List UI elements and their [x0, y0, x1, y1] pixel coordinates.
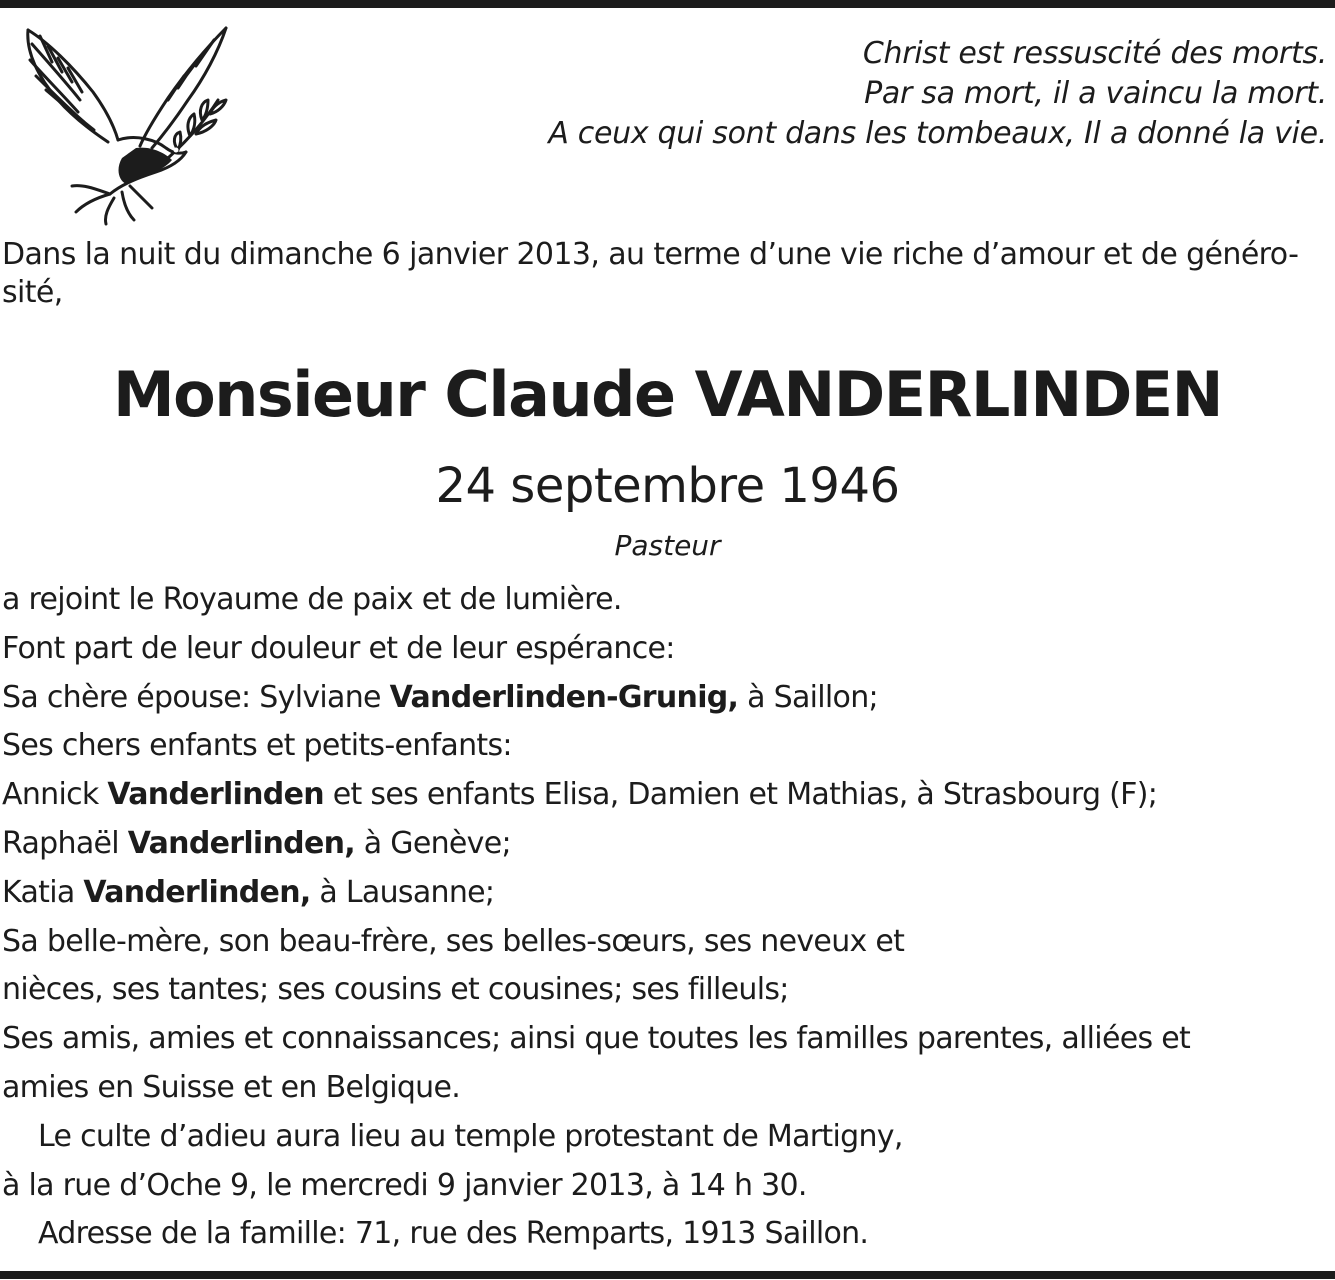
verse-line: Christ est ressuscité des morts. [862, 36, 1327, 71]
text: Katia [2, 874, 84, 910]
family-name: Vanderlinden [107, 777, 324, 813]
text: et ses enfants Elisa, Damien et Mathias, à Strasbourg (F); [323, 777, 1158, 813]
body-line-family: Sa belle-mère, son beau-frère, ses belles-sœurs, ses neveux et [2, 923, 905, 959]
text: à Genève; [354, 825, 511, 861]
birth-date: 24 septembre 1946 [435, 458, 900, 514]
family-name: Vanderlinden-Grunig, [389, 679, 739, 715]
body-line-child [2, 771, 1332, 820]
deceased-name: Monsieur Claude VANDERLINDEN [112, 358, 1223, 431]
intro-line: sité, [2, 275, 63, 310]
intro-paragraph [2, 236, 1330, 312]
top-border-rule [0, 0, 1335, 8]
text: à Saillon; [738, 679, 878, 715]
text: Raphaël [2, 825, 128, 861]
announcement-body [2, 576, 1332, 1259]
body-line-address: Adresse de la famille: 71, rue des Remparts, 1913 Saillon. [38, 1216, 869, 1252]
body-line-child [2, 820, 1332, 869]
deceased-title: Pasteur [614, 529, 721, 562]
text: Sa chère épouse: Sylviane [2, 679, 390, 715]
body-line-friends: Ses amis, amies et connaissances; ainsi que toutes les familles parentes, alliées et [2, 1021, 1191, 1057]
body-line-font-part: Font part de leur douleur et de leur espérance: [2, 630, 675, 666]
body-line-service: à la rue d’Oche 9, le mercredi 9 janvier 2013, à 14 h 30. [2, 1167, 807, 1203]
scripture-verse [548, 34, 1327, 154]
verse-line: A ceux qui sont dans les tombeaux, Il a donné la vie. [548, 116, 1327, 151]
text: à Lausanne; [310, 874, 495, 910]
family-name: Vanderlinden, [83, 874, 311, 910]
verse-line: Par sa mort, il a vaincu la mort. [864, 76, 1327, 111]
body-line-friends: amies en Suisse et en Belgique. [2, 1069, 461, 1105]
family-name: Vanderlinden, [127, 825, 355, 861]
intro-line: Dans la nuit du dimanche 6 janvier 2013, au terme d’une vie riche d’amour et de généro- [2, 237, 1299, 272]
body-line-rejoint: a rejoint le Royaume de paix et de lumière. [2, 582, 622, 617]
body-line-child [2, 869, 1332, 918]
body-line-family: nièces, ses tantes; ses cousins et cousines; ses filleuls; [2, 972, 789, 1008]
body-line-spouse [2, 674, 1332, 723]
bottom-border-rule [0, 1271, 1335, 1279]
text: Annick [2, 777, 108, 813]
body-line-service: Le culte d’adieu aura lieu au temple protestant de Martigny, [38, 1118, 903, 1154]
body-line-children-heading: Ses chers enfants et petits-enfants: [2, 728, 512, 764]
dove-with-olive-branch-icon [18, 22, 233, 227]
